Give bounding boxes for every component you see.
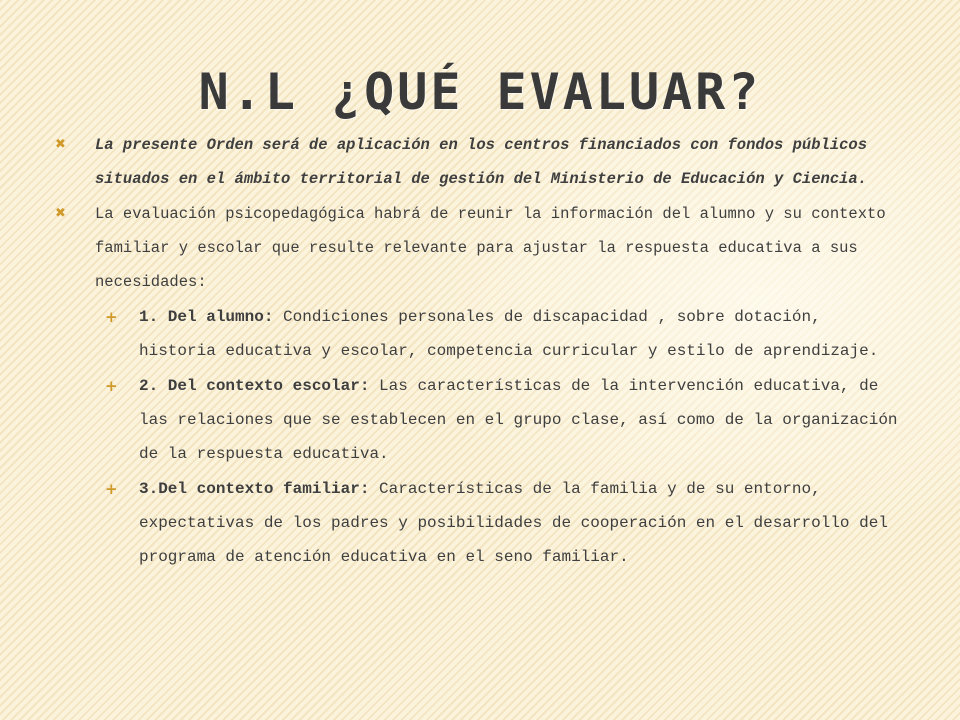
sub-bullet-contexto-escolar-text: Las características de la intervención educativa, de las relaciones que se establecen en el grupo clase, así como de la organización de la respuesta educativa. <box>139 377 898 463</box>
plus-bullet-icon: + <box>105 377 118 395</box>
bullet-item-1-text: La presente Orden será de aplicación en los centros financiados con fondos públicos situados en el ámbito territorial de gestión del Ministerio de Educación y Ciencia. <box>95 136 868 188</box>
plus-bullet-icon: + <box>105 308 118 326</box>
sub-bullet-contexto-escolar <box>55 369 905 471</box>
sub-bullet-contexto-familiar-label: 3.Del contexto familiar: <box>139 480 370 498</box>
x-mark-bullet-icon: ✖ <box>55 137 66 152</box>
slide-content <box>55 128 905 575</box>
sub-bullet-contexto-familiar-text: Características de la familia y de su entorno, expectativas de los padres y posibilidades de cooperación en el desarrollo del programa de atención educativa en el seno familiar. <box>139 480 888 566</box>
sub-bullet-alumno <box>55 300 905 368</box>
slide-title: N.L ¿QUÉ EVALUAR? <box>198 63 762 121</box>
bullet-item-2-text: La evaluación psicopedagógica habrá de reunir la información del alumno y su contexto familiar y escolar que resulte relevante para ajustar la respuesta educativa a sus necesidades: <box>95 205 886 291</box>
bullet-item-2 <box>55 197 905 299</box>
sub-bullet-alumno-text: Condiciones personales de discapacidad , sobre dotación, historia educativa y escolar, competencia curricular y estilo de aprendizaje. <box>139 308 879 360</box>
sub-bullet-alumno-label: 1. Del alumno: <box>139 308 274 326</box>
sub-bullet-contexto-familiar <box>55 472 905 574</box>
plus-bullet-icon: + <box>105 480 118 498</box>
sub-bullet-contexto-escolar-label: 2. Del contexto escolar: <box>139 377 370 395</box>
bullet-item-1 <box>55 128 905 196</box>
x-mark-bullet-icon: ✖ <box>55 206 66 221</box>
